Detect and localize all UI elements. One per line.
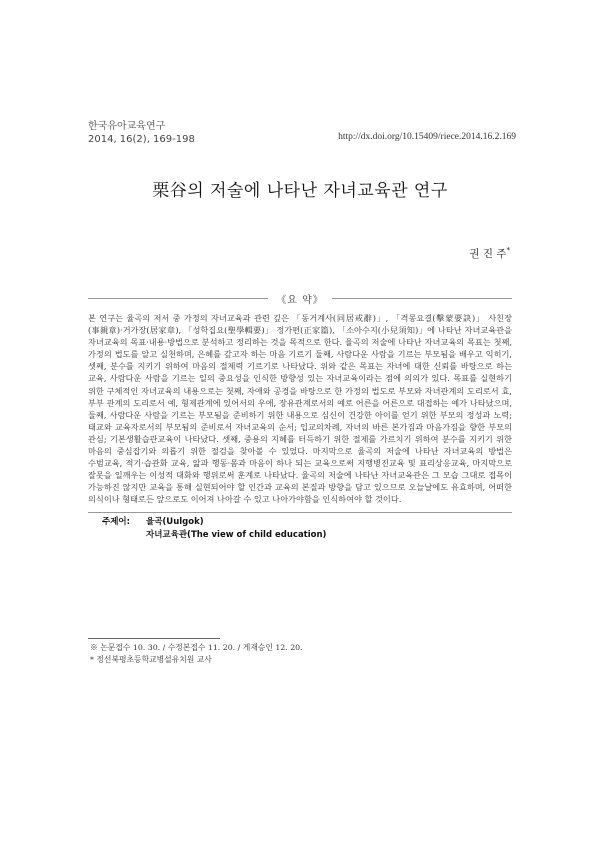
- footnote-dates: ※ 논문접수 10. 30. / 수정본접수 11. 20. / 게재승인 12. 20.: [90, 643, 303, 652]
- keyword: 율곡(Uulgok): [146, 517, 204, 527]
- divider: [88, 298, 268, 299]
- author-name: 권 진 주: [469, 248, 507, 260]
- abstract-bottom-rule: [88, 512, 512, 513]
- footnotes: [90, 642, 303, 666]
- keywords-row-2: [102, 529, 326, 542]
- journal-citation: 2014, 16(2), 169-198: [88, 134, 195, 145]
- keyword: 자녀교육관(The view of child education): [146, 530, 327, 540]
- author-mark: *: [506, 246, 510, 255]
- footnote-rule: [88, 638, 220, 639]
- paper-title: 栗谷의 저술에 나타난 자녀교육관 연구: [152, 181, 448, 201]
- divider: [332, 298, 512, 299]
- keywords-label-spacer: [102, 529, 146, 542]
- keywords-block: [102, 516, 326, 542]
- abstract-heading-row: [88, 291, 512, 306]
- doi-link[interactable]: http://dx.doi.org/10.15409/riece.2014.16.2.169: [338, 132, 516, 142]
- keywords-label: 주제어:: [102, 517, 131, 527]
- journal-name: 한국유아교육연구: [88, 121, 166, 132]
- abstract-heading: 《요 약》: [276, 295, 324, 306]
- keywords-row-1: [102, 516, 326, 529]
- footnote-affiliation: * 정선북평초등학교병설유치원 교사: [90, 655, 212, 664]
- abstract-body: 본 연구는 율곡의 저서 중 가정의 자녀교육과 관련 깊은 「동거계사(同居戒辭)」, 「격몽요결(擊蒙要訣)」 사친장(事親章)·거가장(居家章), 「성학집요(聖學輯要)」 정가편(正家篇), 「소아수지(小兒須知)」에 나타난 자녀교육관을 자녀교육의 목표·내용·방법으로 분석하고 정리하는 것을 목적으로 한다. 율곡의 저술에 나타난 자녀교육의 목표는 첫째, 가정의 법도를 알고 실천하며, 은혜를 갚고자 하는 마음 기르기 둘째, 사람다운 사람을 기르는 부모됨을 배우고 익히기, 셋째, 분수를 지키기 위하여 마음의 절제력 기르기로 나타났다. 위와 같은 목표는 자녀에 대한 신뢰를 바탕으로 하는 교육, 사람다운 사람을 기르는 일의 중요성을 인식한 방향성 있는 자녀교육이라는 점에 의의가 있다. 목표를 실현하기 위한 구체적인 자녀교육의 내용으로는 첫째, 자애와 공경을 바탕으로 한 가정의 법도로 부모와 자녀관계의 도리로서 효, 부부 관계의 도리로서 예, 형제관계에 있어서의 우애, 장유관계로서의 예로 어른을 어른으로 대접하는 예가 나타났으며, 둘째, 사람다운 사람을 기르는 부모됨을 준비하기 위한 내용으로 심신이 건강한 아이를 얻기 위한 부모의 정성과 노력; 태교와 교육자로서의 부모됨의 준비로서 자녀교육의 순서; 입교의차례, 자녀의 바른 본가짐과 마음가짐을 향한 부모의 관심; 기본생활습관교육이 나타났다. 셋째, 중용의 지혜를 터득하기 위한 절제를 가르치기 위하여 분수를 지키기 위한 마음의 중심잡기와 의롭기 위한 절검을 찾아볼 수 있었다. 마지막으로 율곡의 저술에 나타난 자녀교육의 방법은 수범교육, 적기·습관화 교육, 앎과 행동·몸과 마음이 하나 되는 교육으로써 지행병진교육 및 표리상응교육, 마지막으로 잘못을 일깨우는 이성적 대화와 행위로써 훈계로 나타났다. 율곡의 저술에 나타난 자녀교육관은 그 모습 그대로 접목이 가능하진 않지만 교육을 통해 실현되어야 할 인간과 교육의 본질과 방향을 담고 있으므로 오늘날에도 유효하며, 어떠한 의식이나 형태로든 앞으로도 이어져 나아갈 수 있고 나아가야함을 인식하여야 할 것이다.: [88, 313, 512, 505]
- journal-info: [88, 120, 195, 146]
- author-line: [469, 246, 510, 261]
